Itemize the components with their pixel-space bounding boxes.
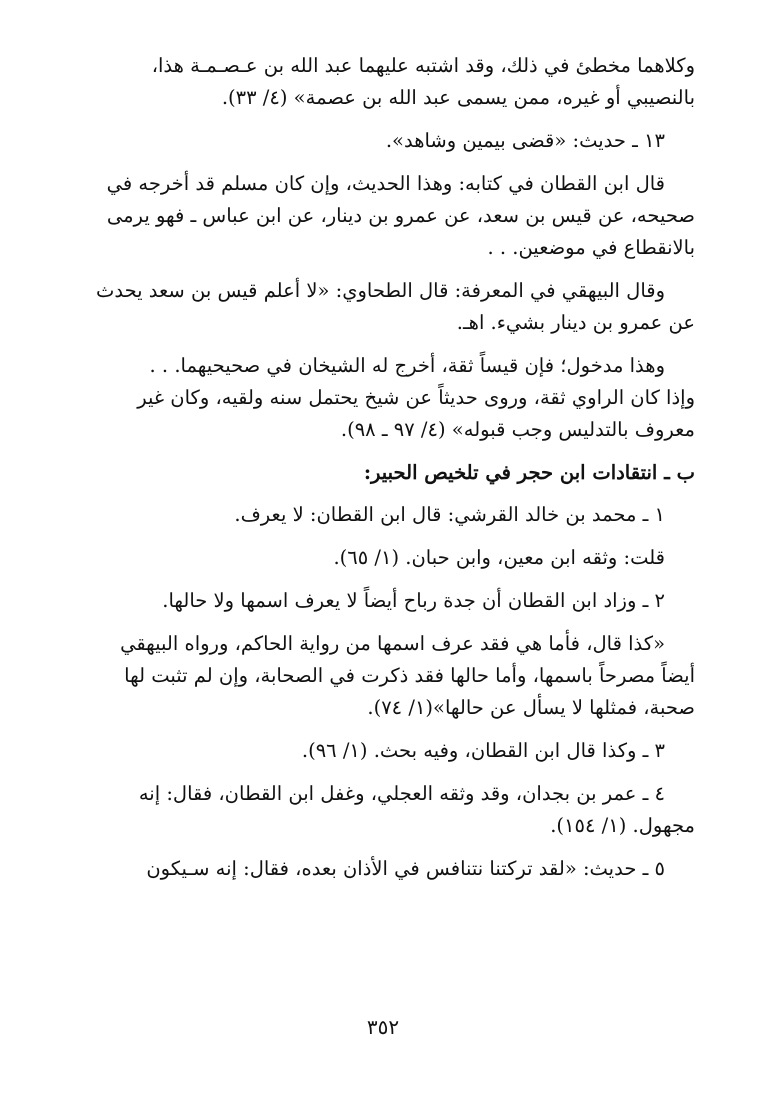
text-line: ٥ ـ حديث: «لقد تركتنا نتنافس في الأذان بعده، فقال: إنه سـيكون (146, 857, 665, 880)
text-line: قلت: وثقه ابن معين، وابن حبان. (١/ ٦٥). (333, 546, 665, 569)
text-line: بالانقطاع في موضعين. . . (487, 236, 695, 259)
text-line: صحبة، فمثلها لا يسأل عن حالها»(١/ ٧٤). (367, 696, 695, 719)
text-line: وهذا مدخول؛ فإن قيساً ثقة، أخرج له الشيخان في صحيحيهما. . . (149, 354, 665, 377)
page-body (80, 50, 695, 896)
text-line: أيضاً مصرحاً باسمها، وأما حالها فقد ذكرت في الصحابة، وإن لم تثبت لها (124, 664, 695, 687)
paragraph-hadith-13 (80, 125, 695, 157)
page-number: ٣٥٢ (366, 1015, 400, 1039)
section-heading: ب ـ انتقادات ابن حجر في تلخيص الحبير: (363, 461, 695, 484)
paragraph-item-3 (80, 735, 695, 767)
text-line: ٢ ـ وزاد ابن القطان أن جدة رباح أيضاً لا يعرف اسمها ولا حالها. (162, 589, 665, 612)
text-line: قال ابن القطان في كتابه: وهذا الحديث، وإن كان مسلم قد أخرجه في (106, 172, 665, 195)
text-line: ١ ـ محمد بن خالد القرشي: قال ابن القطان: لا يعرف. (234, 503, 665, 526)
paragraph-item-5 (80, 853, 695, 885)
paragraph-bayhaqi (80, 275, 695, 339)
paragraph-qultu (80, 542, 695, 574)
paragraph-item-1 (80, 499, 695, 531)
paragraph-item-4 (80, 778, 695, 842)
text-line: ٣ ـ وكذا قال ابن القطان، وفيه بحث. (١/ ٩٦). (301, 739, 665, 762)
paragraph-continuation (80, 50, 695, 114)
text-line: صحيحه، عن قيس بن سعد، عن عمرو بن دينار، عن ابن عباس ـ فهو يرمى (106, 204, 695, 227)
text-line: وإذا كان الراوي ثقة، وروى حديثاً عن شيخ يحتمل سنه ولقيه، وكان غير (137, 386, 695, 409)
text-line: مجهول. (١/ ١٥٤). (550, 814, 695, 837)
text-line: ١٣ ـ حديث: «قضى بيمين وشاهد». (385, 129, 665, 152)
text-line: وقال البيهقي في المعرفة: قال الطحاوي: «لا أعلم قيس بن سعد يحدث (95, 279, 665, 302)
paragraph-quote (80, 628, 695, 724)
text-line: بالنصيبي أو غيره، ممن يسمى عبد الله بن عصمة» (٤/ ٣٣). (221, 86, 695, 109)
text-line: عن عمرو بن دينار بشيء. اهـ. (456, 311, 695, 334)
paragraph-item-2 (80, 585, 695, 617)
paragraph-madkhul (80, 350, 695, 446)
text-line: ٤ ـ عمر بن بجدان، وقد وثقه العجلي، وغفل ابن القطان، فقال: إنه (138, 782, 665, 805)
text-line: وكلاهما مخطئ في ذلك، وقد اشتبه عليهما عبد الله بن عـصـمـة هذا، (151, 54, 695, 77)
paragraph-ibn-qattan (80, 168, 695, 264)
text-line: «كذا قال، فأما هي فقد عرف اسمها من رواية الحاكم، ورواه البيهقي (120, 632, 665, 655)
text-line: معروف بالتدليس وجب قبوله» (٤/ ٩٧ ـ ٩٨). (340, 418, 695, 441)
